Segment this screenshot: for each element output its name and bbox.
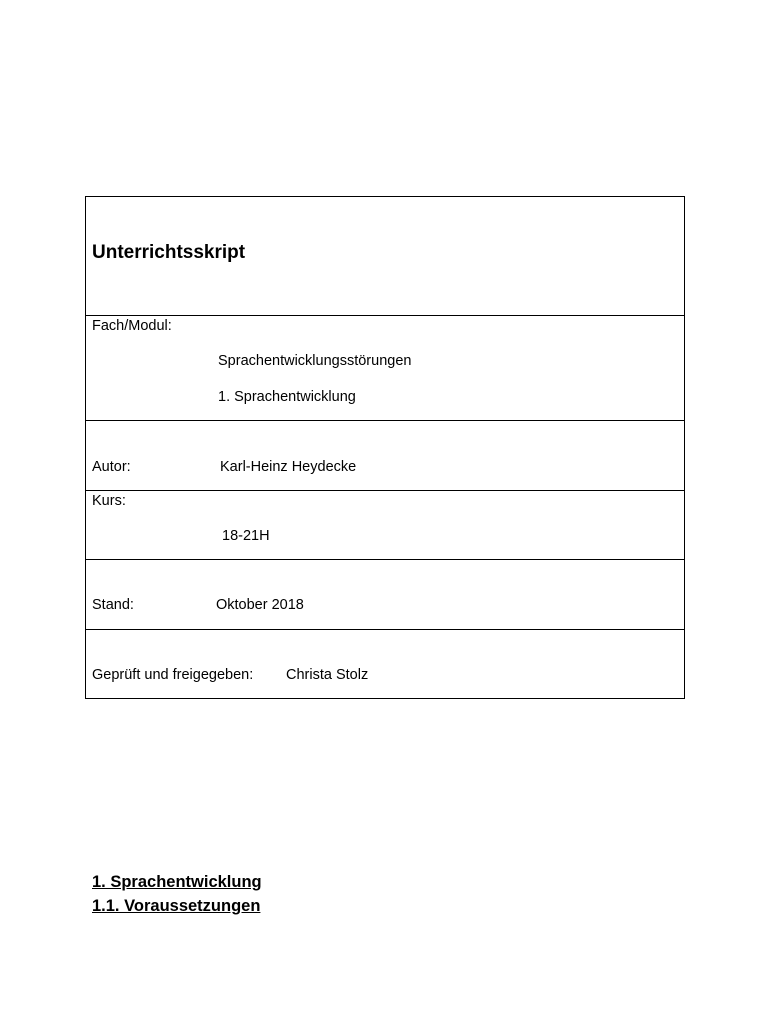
title-row — [86, 197, 684, 316]
author-label: Autor: — [92, 459, 131, 475]
subject-row — [86, 316, 684, 421]
author-value: Karl-Heinz Heydecke — [220, 459, 357, 475]
section-heading: 1. Sprachentwicklung — [92, 873, 262, 891]
approval-label: Geprüft und freigegeben: — [92, 667, 254, 683]
approval-row — [86, 630, 684, 699]
subsection-heading: 1.1. Voraussetzungen — [92, 897, 261, 915]
author-row — [86, 421, 684, 491]
cover-table — [85, 196, 685, 699]
status-label: Stand: — [92, 597, 134, 613]
status-row — [86, 560, 684, 630]
approval-value: Christa Stolz — [286, 667, 369, 683]
course-label: Kurs: — [92, 493, 126, 509]
document-title: Unterrichtsskript — [92, 242, 246, 263]
course-row — [86, 491, 684, 560]
course-value: 18-21H — [222, 528, 270, 544]
status-value: Oktober 2018 — [216, 597, 304, 613]
subject-label: Fach/Modul: — [92, 318, 172, 334]
unit-value: 1. Sprachentwicklung — [218, 389, 356, 405]
subject-value: Sprachentwicklungsstörungen — [218, 353, 412, 369]
